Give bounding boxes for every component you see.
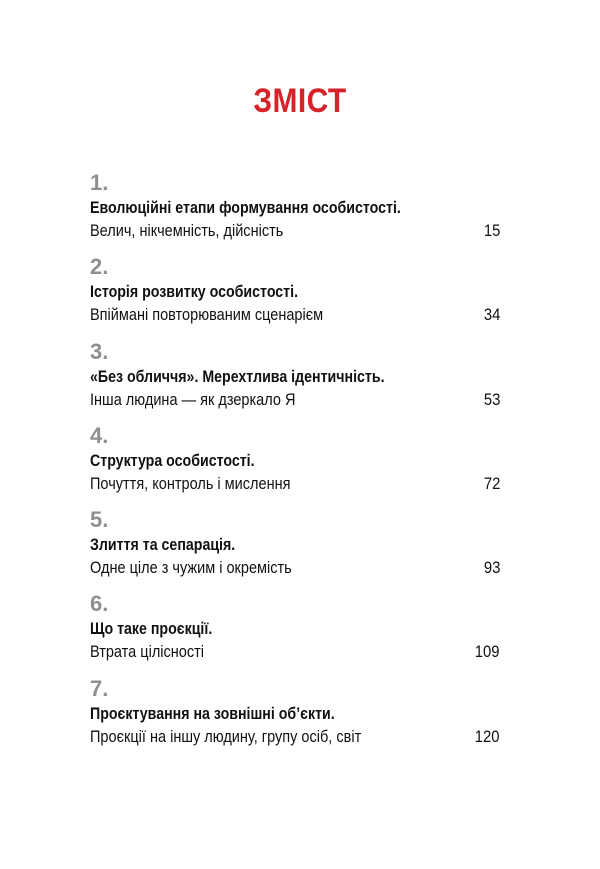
toc-entry[interactable]	[90, 507, 500, 591]
chapter-heading: Історія розвитку особистості.	[90, 283, 299, 302]
toc-entry[interactable]	[90, 254, 500, 338]
chapter-subtitle: Проєкції на іншу людину, групу осіб, світ	[90, 727, 362, 746]
chapter-heading: Злиття та сепарація.	[90, 536, 236, 555]
chapter-subtitle: Одне ціле з чужим і окремість	[90, 559, 292, 578]
page-title: ЗМІСТ	[253, 82, 347, 120]
page-number: 34	[483, 306, 500, 325]
page-number: 72	[483, 474, 500, 493]
chapter-number: 6.	[90, 591, 109, 617]
chapter-heading: «Без обличчя». Мерехтлива ідентичність.	[90, 367, 385, 386]
chapter-number: 4.	[90, 422, 109, 448]
chapter-number: 3.	[90, 338, 109, 364]
chapter-subtitle: Велич, нікчемність, дійсність	[90, 222, 284, 240]
chapter-heading: Проєктування на зовнішні об’єкти.	[90, 704, 335, 723]
page-number: 93	[483, 559, 500, 578]
page-number: 109	[475, 643, 500, 662]
chapter-number: 2.	[90, 254, 109, 280]
table-of-contents	[90, 170, 500, 760]
page-number: 15	[483, 222, 500, 240]
chapter-heading: Еволюційні етапи формування особистості.	[90, 199, 401, 217]
toc-entry[interactable]	[90, 339, 500, 423]
toc-entry[interactable]	[90, 423, 500, 507]
toc-entry[interactable]	[90, 591, 500, 675]
toc-entry[interactable]	[90, 170, 500, 254]
page-number: 120	[475, 727, 500, 746]
chapter-subtitle: Впіймані повторюваним сценарієм	[90, 306, 324, 325]
chapter-number: 7.	[90, 675, 109, 701]
chapter-subtitle: Почуття, контроль і мислення	[90, 474, 291, 493]
page-number: 53	[483, 390, 500, 409]
chapter-subtitle: Втрата цілісності	[90, 643, 205, 662]
chapter-subtitle: Інша людина — як дзеркало Я	[90, 390, 296, 409]
chapter-heading: Структура особистості.	[90, 451, 255, 470]
chapter-number: 5.	[90, 507, 109, 533]
chapter-number: 1.	[90, 170, 109, 195]
chapter-heading: Що таке проєкції.	[90, 620, 213, 639]
toc-entry[interactable]	[90, 676, 500, 760]
